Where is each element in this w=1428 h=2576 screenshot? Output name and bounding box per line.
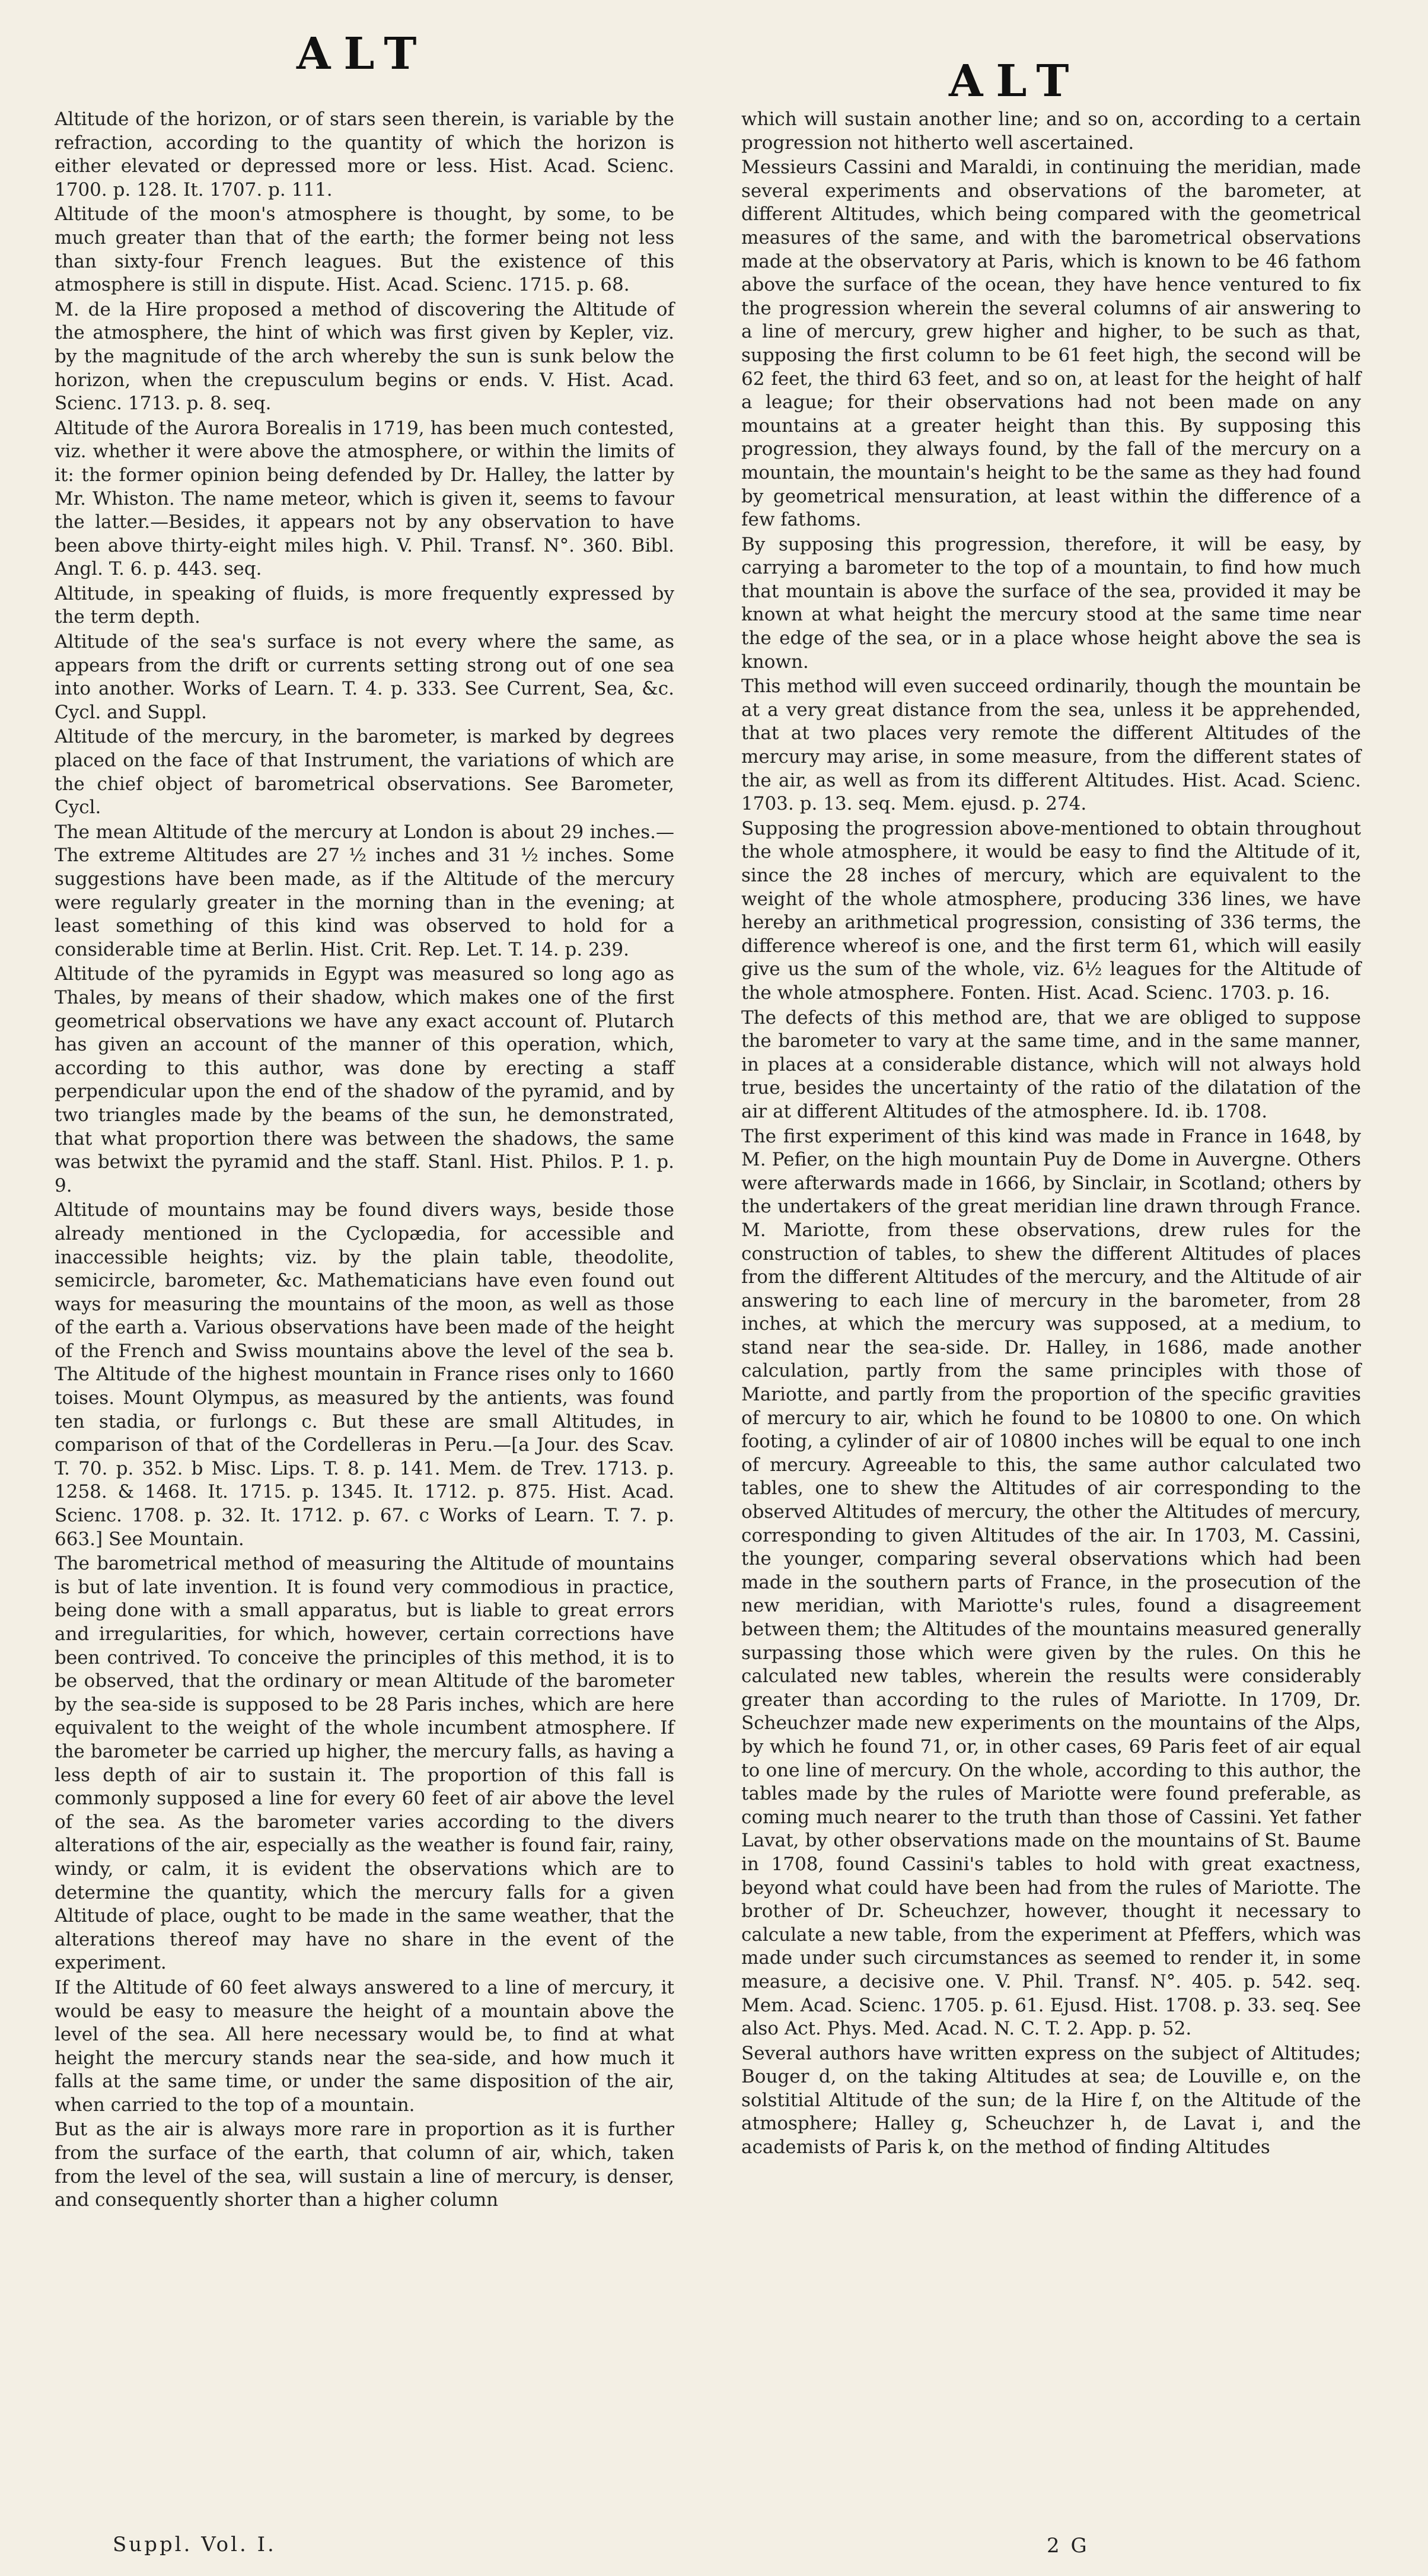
right-column xyxy=(741,108,1361,2161)
running-head-left: ALT xyxy=(297,28,430,79)
entry-sea-surface: Altitude of the sea's surface is not every where the same, as appears from the drift or currents setting strong out of one sea into another. Works of Learn. T. 4. p. 333. See Current, Sea, &c. Cycl. and Suppl. xyxy=(55,631,674,723)
paragraph-several-authors: Several authors have written express on the subject of Altitudes; Bouger d, on the taking Altitudes at sea; de Louville e, on the solstitial Altitude of the sun; de la Hire f, on the Altitude of the atmosphere; Halley g, Scheuchzer h, de Lavat i, and the academists of Paris k, on the method of finding Altitudes xyxy=(741,2042,1361,2158)
footer-signature: 2 G xyxy=(1047,2534,1089,2558)
paragraph-method-succeed: This method will even succeed ordinarily, though the mountain be at a very great distance from the sea, unless it be apprehended, that at two places very remote the different Altitudes of the mercury may arise, in some measure, from the different states of the air, as well as from its different Altitudes. Hist. Acad. Scienc. 1703. p. 13. seq. Mem. ejusd. p. 274. xyxy=(741,676,1361,815)
entry-mountains: Altitude of mountains may be found divers ways, beside those already mentioned in the Cyclopædia, for accessible and inaccessible heights; viz. by the plain table, theodolite, semicircle, barometer, &c. Mathematicians have even found out ways for measuring the mountains of the moon, as well as those of the earth a. Various observations have been made of the height of the French and Swiss mountains above the level of the sea b. The Altitude of the highest mountain in France rises only to 1660 toises. Mount Olympus, as measured by the antients, was found ten stadia, or furlongs c. But these are small Altitudes, in comparison of that of the Cordelleras in Peru.—[a Jour. des Scav. T. 70. p. 352. b Misc. Lips. T. 8. p. 141. Mem. de Trev. 1713. p. 1258. & 1468. It. 1715. p. 1345. It. 1712. p. 875. Hist. Acad. Scienc. 1708. p. 32. It. 1712. p. 67. c Works of Learn. T. 7. p. 663.] See Mountain. xyxy=(55,1199,674,1550)
left-column xyxy=(55,108,674,2214)
paragraph-cassini-maraldi: Messieurs Cassini and Maraldi, in continuing the meridian, made several experiments and observations of the barometer, at different Altitudes, which being compared with the geometrical measures of the same, and with the barometrical observations made at the observatory at Paris, which is known to be 46 fathom above the surface of the ocean, they have hence ventured to fix the progression wherein the several columns of air answering to a line of mercury, grew higher and higher, to be such as that, supposing the first column to be 61 feet high, the second will be 62 feet, the third 63 feet, and so on, at least for the height of half a league; for their observations had not been made on any mountains at a greater height than this. By supposing this progression, they always found, by the fall of the mercury on a mountain, the mountain's height to be the same as they had found by geometrical mensuration, at least within the difference of a few fathoms. xyxy=(741,157,1361,531)
entry-horizon: Altitude of the horizon, or of stars seen therein, is variable by the refraction, according to the quantity of which the horizon is either elevated or depressed more or less. Hist. Acad. Scienc. 1700. p. 128. It. 1707. p. 111. xyxy=(55,109,674,200)
paragraph-defects: The defects of this method are, that we are obliged to suppose the barometer to vary at the same time, and in the same manner, in places at a considerable distance, which will not always hold true, besides the uncertainty of the ratio of the dilatation of the air at different Altitudes of the atmosphere. Id. ib. 1708. xyxy=(741,1007,1361,1122)
paragraph-continuation: which will sustain another line; and so on, according to a certain progression not hitherto well ascertained. xyxy=(741,109,1361,154)
entry-pyramids: Altitude of the pyramids in Egypt was measured so long ago as Thales, by means of their shadow, which makes one of the first geometrical observations we have any exact account of. Plutarch has given an account of the manner of this operation, which, according to this author, was done by erecting a staff perpendicular upon the end of the shadow of the pyramid, and by two triangles made by the beams of the sun, he demonstrated, that what proportion there was between the shadows, the same was betwixt the pyramid and the staff. Stanl. Hist. Philos. P. 1. p. 9. xyxy=(55,963,674,1196)
paragraph-barometrical-method: The barometrical method of measuring the Altitude of mountains is but of late invention. It is found very commodious in practice, being done with a small apparatus, but is liable to great errors and irregularities, for which, however, certain corrections have been contrived. To conceive the principles of this method, it is to be observed, that the ordinary or mean Altitude of the barometer by the sea-side is supposed to be 28 Paris inches, which are here equivalent to the weight of the whole incumbent atmosphere. If the barometer be carried up higher, the mercury falls, as having a less depth of air to sustain it. The proportion of this fall is commonly supposed a line for every 60 feet of air above the level of the sea. As the barometer varies according to the divers alterations of the air, especially as the weather is found fair, rainy, windy, or calm, it is evident the observations which are to determine the quantity, which the mercury falls for a given Altitude of place, ought to be made in the same weather, that the alterations thereof may have no share in the event of the experiment. xyxy=(55,1553,674,1974)
entry-aurora-borealis: Altitude of the Aurora Borealis in 1719, has been much contested, viz. whether it were above the atmosphere, or within the limits of it: the former opinion being defended by Dr. Halley, the latter by Mr. Whiston. The name meteor, which is given it, seems to favour the latter.—Besides, it appears not by any observation to have been above thirty-eight miles high. V. Phil. Transf. N°. 360. Bibl. Angl. T. 6. p. 443. seq. xyxy=(55,417,674,580)
running-head-right: ALT xyxy=(949,56,1082,107)
entry-de-la-hire: M. de la Hire proposed a method of discovering the Altitude of the atmosphere, the hint of which was first given by Kepler, viz. by the magnitude of the arch whereby the sun is sunk below the horizon, when the crepusculum begins or ends. V. Hist. Acad. Scienc. 1713. p. 8. seq. xyxy=(55,298,674,415)
paragraph-sixty-feet: If the Altitude of 60 feet always answered to a line of mercury, it would be easy to measure the height of a mountain above the level of the sea. All here necessary would be, to find at what height the mercury stands near the sea-side, and how much it falls at the same time, or under the same disposition of the air, when carried to the top of a mountain. xyxy=(55,1976,674,2116)
paragraph-rare-air: But as the air is always more rare in proportion as it is further from the surface of the earth, that column of air, which, taken from the level of the sea, will sustain a line of mercury, is denser, and consequently shorter than a higher column xyxy=(55,2119,674,2211)
paragraph-first-experiment: The first experiment of this kind was made in France in 1648, by M. Pefier, on the high mountain Puy de Dome in Auvergne. Others were afterwards made in 1666, by Sinclair, in Scotland; others by the undertakers of the great meridian line drawn through France. M. Mariotte, from these observations, drew rules for the construction of tables, to shew the different Altitudes of places from the different Altitudes of the mercury, and the Altitude of air answering to each line of mercury in the barometer, from 28 inches, at which the mercury was supposed, at a medium, to stand near the sea-side. Dr. Halley, in 1686, made another calculation, partly from the same principles with those of Mariotte, and partly from the proportion of the specific gravities of mercury to air, which he found to be 10800 to one. On which footing, a cylinder of air of 10800 inches will be equal to one inch of mercury. Agreeable to this, the same author calculated two tables, one to shew the Altitudes of air corresponding to the observed Altitudes of mercury, the other the Altitudes of mercury, corresponding to given Altitudes of the air. In 1703, M. Cassini, the younger, comparing several observations which had been made in the southern parts of France, in the prosecution of the new meridian, with Mariotte's rules, found a disagreement between them; the Altitudes of the mountains measured generally surpassing those which were given by the rules. On this he calculated new tables, wherein the results were considerably greater than according to the rules of Mariotte. In 1709, Dr. Scheuchzer made new experiments on the mountains of the Alps, by which he found 71, or, in other cases, 69 Paris feet of air equal to one line of mercury. On the whole, according to this author, the tables made by the rules of Mariotte were found preferable, as coming much nearer to the truth than those of Cassini. Yet father Lavat, by other observations made on the mountains of St. Baume in 1708, found Cassini's tables to hold with great exactness, beyond what could have been had from the rules of Mariotte. The brother of Dr. Scheuchzer, however, thought it necessary to calculate a new table, from the experiment at Pfeffers, which was made under such circumstances as seemed to render it, in some measure, a decisive one. V. Phil. Transf. N°. 405. p. 542. seq. Mem. Acad. Scienc. 1705. p. 61. Ejusd. Hist. 1708. p. 33. seq. See also Act. Phys. Med. Acad. N. C. T. 2. App. p. 52. xyxy=(741,1125,1361,2040)
entry-moon-atmosphere: Altitude of the moon's atmosphere is thought, by some, to be much greater than that of the earth; the former being not less than sixty-four French leagues. But the existence of this atmosphere is still in dispute. Hist. Acad. Scienc. 1715. p. 68. xyxy=(55,203,674,296)
paragraph-supposing-progression: By supposing this progression, therefore, it will be easy, by carrying a barometer to the top of a mountain, to find how much that mountain is above the surface of the sea, provided it may be known at what height the mercury stood at the same time near the edge of the sea, or in a place whose height above the sea is known. xyxy=(741,533,1361,673)
entry-fluids: Altitude, in speaking of fluids, is more frequently expressed by the term depth. xyxy=(55,582,674,628)
entry-mercury: Altitude of the mercury, in the barometer, is marked by degrees placed on the face of that Instrument, the variations of which are the chief object of barometrical observations. See Barometer, Cycl. xyxy=(55,726,674,819)
footer-volume: Suppl. Vol. I. xyxy=(113,2533,276,2556)
paragraph-mean-altitude: The mean Altitude of the mercury at London is about 29 inches.—The extreme Altitudes are 27 ½ inches and 31 ½ inches. Some suggestions have been made, as if the Altitude of the mercury were regularly greater in the morning than in the evening; at least something of this kind was observed to hold for a considerable time at Berlin. Hist. Crit. Rep. Let. T. 14. p. 239. xyxy=(55,821,674,960)
paragraph-atmosphere-altitude: Supposing the progression above-mentioned to obtain throughout the whole atmosphere, it would be easy to find the Altitude of it, since the 28 inches of mercury, which are equivalent to the weight of the whole atmosphere, producing 336 lines, we have hereby an arithmetical progression, consisting of 336 terms, the difference whereof is one, and the first term 61, which will easily give us the sum of the whole, viz. 6½ leagues for the Altitude of the whole atmosphere. Fonten. Hist. Acad. Scienc. 1703. p. 16. xyxy=(741,817,1361,1004)
